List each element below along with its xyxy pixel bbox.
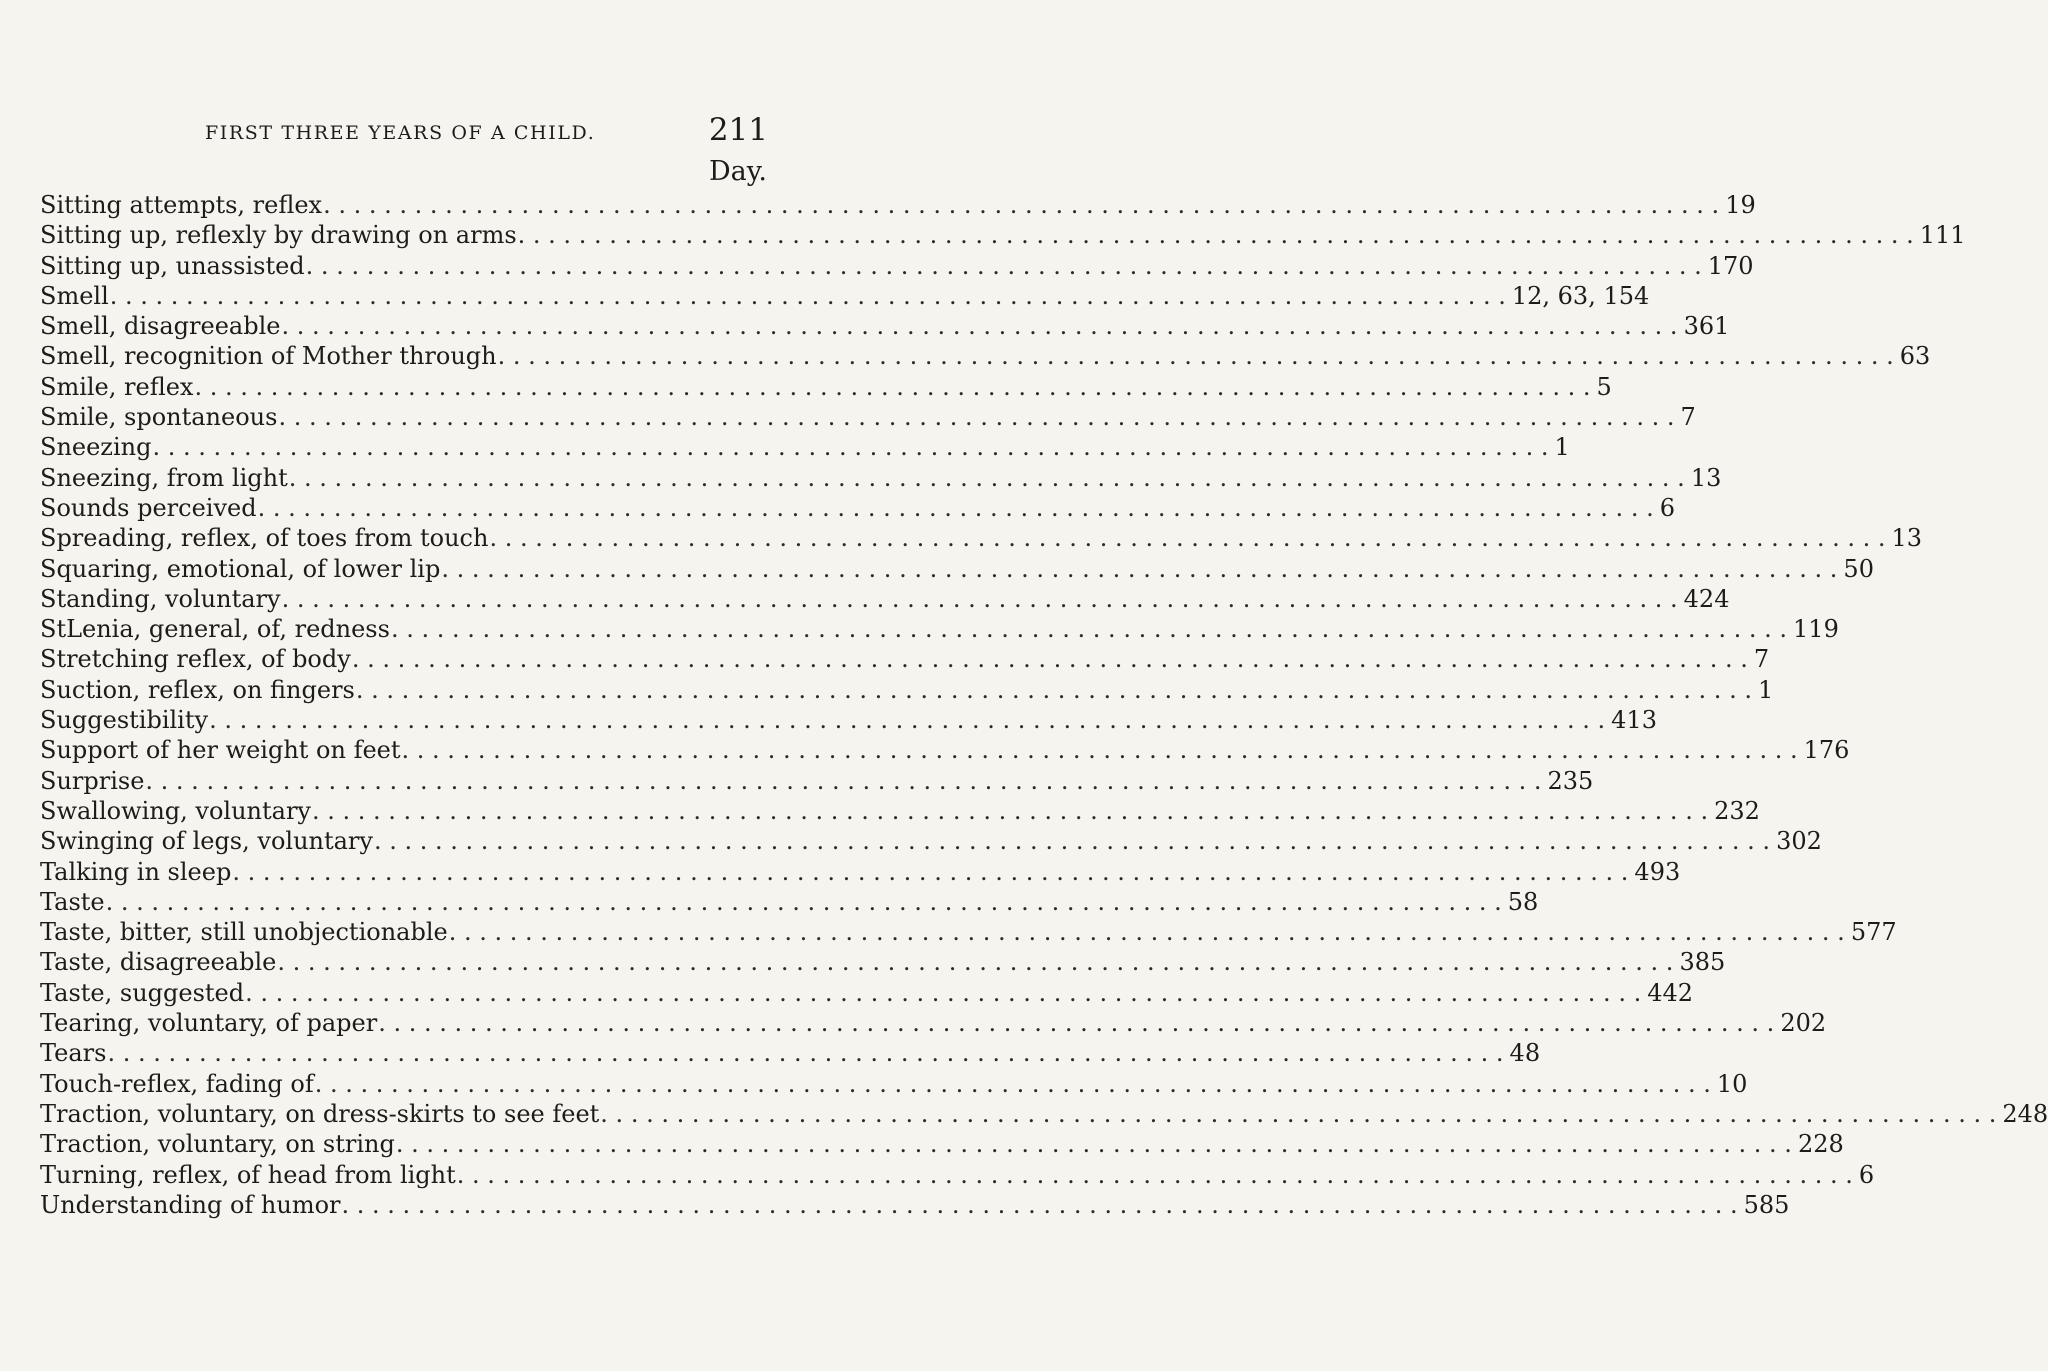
entry-term: Tears [40,1039,107,1068]
entry-term: Traction, voluntary, on string [40,1130,395,1159]
dot-leader [341,1190,1744,1220]
index-entry [40,584,1730,614]
dot-leader [106,1038,1509,1068]
dot-leader [305,251,1708,281]
index-entry [40,402,1696,432]
entry-page-refs: 13 [1891,524,1923,553]
entry-term: Understanding of humor [40,1190,341,1219]
entry-page-refs: 58 [1507,887,1539,916]
dot-leader [193,372,1596,402]
dot-leader [277,402,1680,432]
index-entry [40,341,1931,371]
entry-page-refs: 13 [1690,463,1722,492]
index-entry [40,311,1730,341]
dot-leader [311,796,1714,826]
dot-leader [314,1069,1717,1099]
entry-page-refs: 12, 63, 154 [1511,281,1650,310]
entry-page-refs: 7 [1753,645,1770,674]
entry-term: Sneezing, from light [40,463,288,492]
index-entry [40,1129,1844,1159]
entry-page-refs: 228 [1797,1130,1844,1159]
index-entry [40,978,1694,1008]
day-column-header: Day. [709,156,767,187]
dot-leader [355,675,1758,705]
index-entry [40,190,1756,220]
entry-page-refs: 50 [1843,554,1874,583]
dot-leader [280,311,1683,341]
entry-page-refs: 63 [1899,342,1931,371]
entry-term: Surprise [40,766,145,795]
index-entry [40,463,1722,493]
entry-page-refs: 585 [1743,1190,1790,1219]
running-head [40,112,768,148]
index-entry [40,644,1770,674]
entry-page-refs: 302 [1776,827,1822,856]
entry-page-refs: 442 [1647,978,1694,1007]
entry-term: Sneezing [40,433,152,462]
index-entry [40,220,1966,250]
dot-leader [257,493,1660,523]
entry-page-refs: 361 [1683,312,1730,341]
entry-term: Support of her weight on feet [40,736,401,765]
entry-page-refs: 493 [1634,857,1681,886]
entry-term: Talking in sleep [40,857,232,886]
dot-leader [351,644,1754,674]
entry-page-refs: 1 [1554,433,1570,462]
index-entry [40,1190,1790,1220]
index-entry [40,281,1650,311]
entry-page-refs: 202 [1780,1009,1827,1038]
dot-leader [440,554,1843,584]
dot-leader [401,735,1804,765]
entry-page-refs: 424 [1683,584,1730,613]
dot-leader [390,614,1793,644]
entry-page-refs: 7 [1680,403,1696,432]
dot-leader [497,341,1900,371]
entry-page-refs: 232 [1714,796,1760,825]
index-entry [40,705,1657,735]
entry-term: Taste, suggested [40,978,245,1007]
entry-page-refs: 6 [1858,1160,1875,1189]
dot-leader [109,281,1512,311]
dot-leader [488,523,1891,553]
entry-term: Tearing, voluntary, of paper [40,1009,378,1038]
entry-page-refs: 170 [1707,251,1754,280]
entry-term: Squaring, emotional, of lower lip [40,554,441,583]
dot-leader [373,826,1776,856]
index-entry [40,1160,1875,1190]
index-list [40,190,2048,1220]
entry-term: Sitting attempts, reflex [40,191,323,219]
index-entry [40,432,1570,462]
entry-page-refs: 176 [1803,736,1850,765]
entry-term: Swinging of legs, voluntary [40,827,373,856]
index-entry [40,554,1874,584]
dot-leader [448,917,1851,947]
entry-term: Smell [40,281,109,310]
index-entry [40,493,1675,523]
entry-page-refs: 119 [1793,615,1839,644]
dot-leader [244,978,1647,1008]
dot-leader [288,463,1691,493]
entry-term: Spreading, reflex, of toes from touch [40,524,489,553]
dot-leader [395,1129,1798,1159]
entry-term: Taste, disagreeable [40,948,277,977]
running-title: FIRST THREE YEARS OF A CHILD. [205,122,596,144]
entry-page-refs: 413 [1611,706,1657,735]
entry-term: Turning, reflex, of head from light [40,1160,456,1189]
index-entry [40,887,1539,917]
index-entry [40,1008,1827,1038]
index-entry [40,796,1760,826]
page-number: 211 [708,112,768,148]
entry-term: Smile, spontaneous [40,403,278,432]
entry-page-refs: 111 [1919,221,1966,250]
entry-page-refs: 19 [1725,191,1756,219]
dot-leader [517,220,1920,250]
entry-term: Standing, voluntary [40,584,281,613]
entry-term: Touch-reflex, fading of [40,1069,314,1098]
index-entry [40,523,1923,553]
index-entry [40,1038,1541,1068]
entry-term: Sitting up, unassisted [40,251,305,280]
entry-term: Traction, voluntary, on dress-skirts to see feet [40,1099,600,1128]
entry-term: StLenia, general, of, redness [40,615,390,644]
index-entry [40,826,1822,856]
entry-page-refs: 48 [1509,1039,1541,1068]
entry-term: Sitting up, reflexly by drawing on arms [40,221,517,250]
entry-term: Taste [40,887,105,916]
index-entry [40,857,1681,887]
entry-term: Sounds perceived [40,493,257,522]
index-entry [40,1069,1748,1099]
entry-term: Suggestibility [40,706,209,735]
index-entry [40,251,1754,281]
dot-leader [456,1160,1859,1190]
entry-term: Taste, bitter, still unobjectionable [40,918,448,947]
dot-leader [144,766,1547,796]
entry-term: Suction, reflex, on fingers [40,675,355,704]
entry-page-refs: 6 [1659,493,1675,522]
dot-leader [276,947,1679,977]
entry-term: Smile, reflex [40,372,194,401]
entry-page-refs: 1 [1757,675,1774,704]
dot-leader [377,1008,1780,1038]
index-entry [40,372,1612,402]
entry-page-refs: 248 [2002,1099,2048,1128]
entry-term: Swallowing, voluntary [40,796,311,825]
dot-leader [208,705,1611,735]
index-entry [40,614,1839,644]
dot-leader [599,1099,2002,1129]
index-entry [40,735,1850,765]
entry-page-refs: 577 [1850,918,1897,947]
entry-page-refs: 10 [1716,1069,1748,1098]
entry-page-refs: 235 [1547,766,1594,795]
index-entry [40,917,1897,947]
entry-term: Smell, recognition of Mother through [40,342,497,371]
dot-leader [322,190,1725,220]
index-entry [40,766,1594,796]
index-entry [40,675,1774,705]
entry-term: Smell, disagreeable [40,312,281,341]
dot-leader [281,584,1684,614]
dot-leader [231,857,1634,887]
dot-leader [105,887,1508,917]
dot-leader [151,432,1554,462]
entry-page-refs: 5 [1596,372,1612,401]
index-entry [40,1099,2048,1129]
entry-term: Stretching reflex, of body [40,645,351,674]
entry-page-refs: 385 [1679,948,1726,977]
index-entry [40,947,1726,977]
